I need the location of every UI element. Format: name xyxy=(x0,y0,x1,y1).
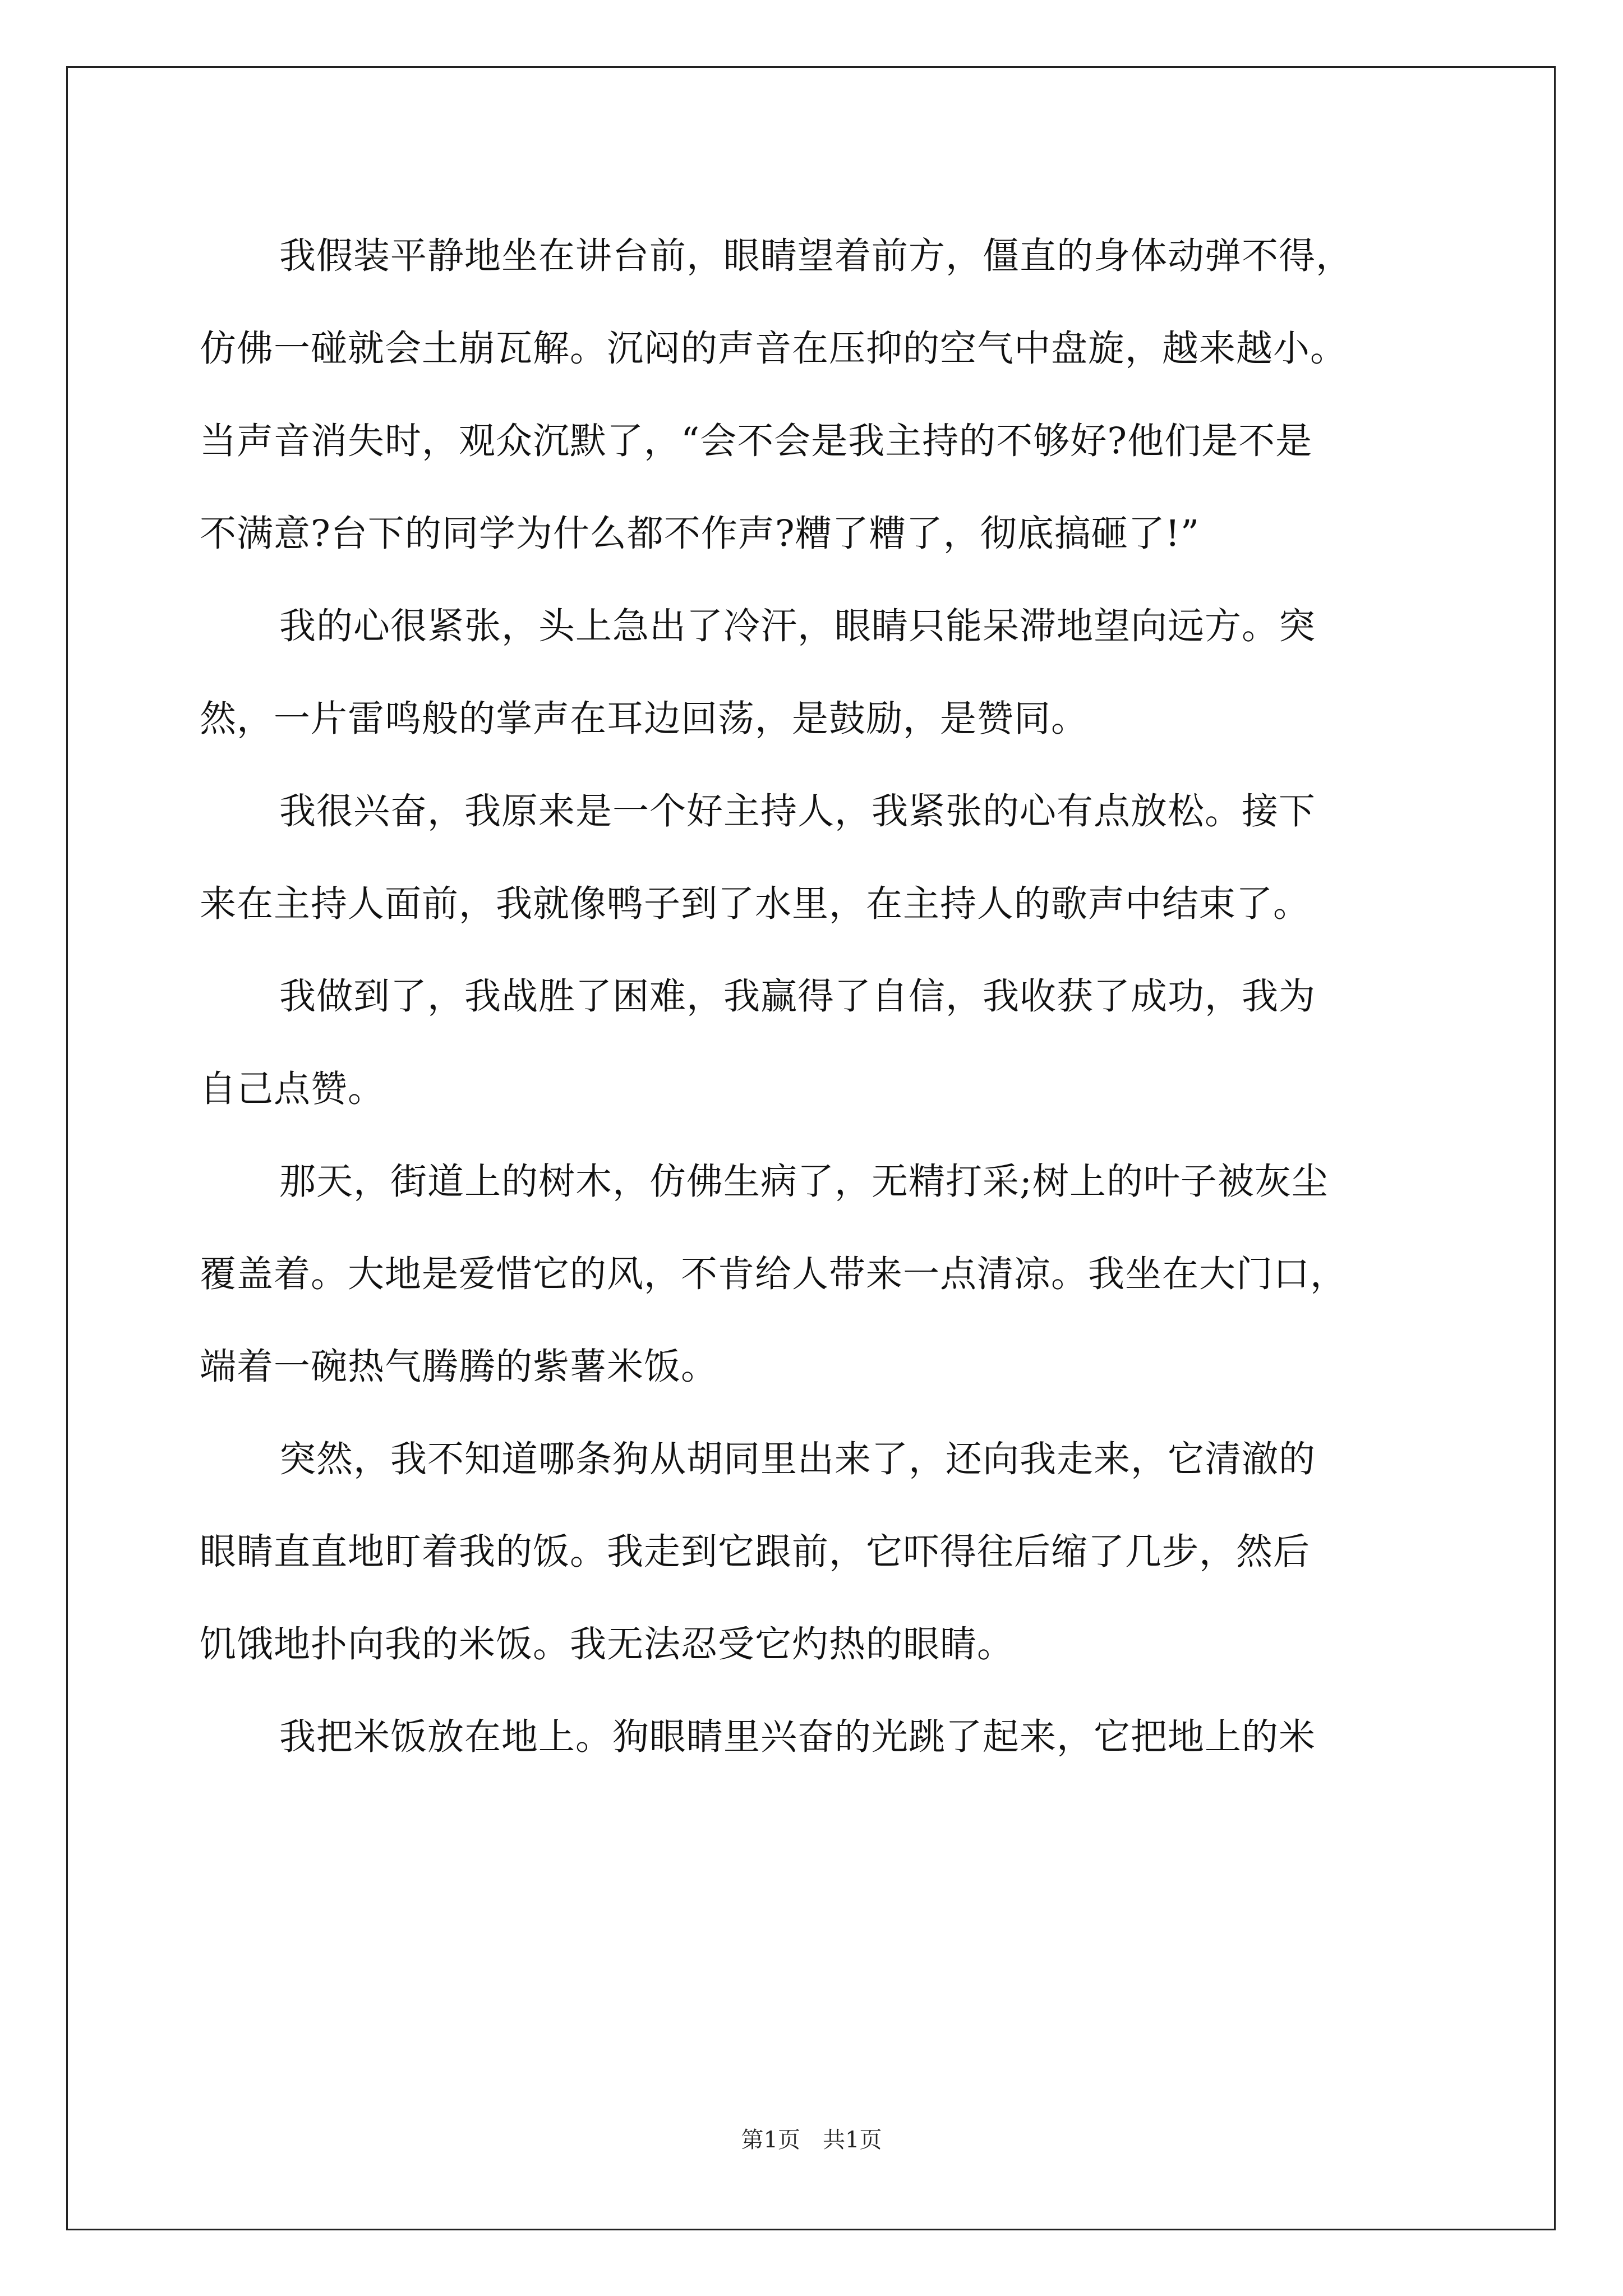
text-line: 当声音消失时，观众沉默了，“会不会是我主持的不够好?他们是不是 xyxy=(200,420,1313,462)
text-line: 自己点赞。 xyxy=(200,1068,385,1110)
text-line: 突然，我不知道哪条狗从胡同里出来了，还向我走来，它清澈的 xyxy=(279,1438,1316,1480)
text-line: 不满意?台下的同学为什么都不作声?糟了糟了，彻底搞砸了!” xyxy=(200,513,1200,555)
text-line: 那天，街道上的树木，仿佛生病了，无精打采;树上的叶子被灰尘 xyxy=(279,1161,1329,1203)
paragraph-2 xyxy=(200,580,1433,765)
paragraph-3 xyxy=(200,765,1433,950)
text-line: 我把米饭放在地上。狗眼睛里兴奋的光跳了起来，它把地上的米 xyxy=(279,1716,1316,1758)
text-line: 我假装平静地坐在讲台前，眼睛望着前方，僵直的身体动弹不得， xyxy=(279,235,1353,277)
paragraph-5 xyxy=(200,1135,1433,1413)
text-line: 我的心很紧张，头上急出了冷汗，眼睛只能呆滞地望向远方。突 xyxy=(279,605,1316,647)
text-line: 我做到了，我战胜了困难，我赢得了自信，我收获了成功，我为 xyxy=(279,976,1316,1018)
text-line: 端着一碗热气腾腾的紫薯米饭。 xyxy=(200,1346,718,1388)
text-line: 饥饿地扑向我的米饭。我无法忍受它灼热的眼睛。 xyxy=(200,1623,1015,1665)
document-body xyxy=(200,210,1433,1783)
text-line: 我很兴奋，我原来是一个好主持人，我紧张的心有点放松。接下 xyxy=(279,790,1316,832)
text-line: 然，一片雷鸣般的掌声在耳边回荡，是鼓励，是赞同。 xyxy=(200,698,1089,740)
text-line: 仿佛一碰就会土崩瓦解。沉闷的声音在压抑的空气中盘旋，越来越小。 xyxy=(200,328,1348,370)
page-footer: 第1页 共1页 xyxy=(741,2127,882,2153)
paragraph-4 xyxy=(200,950,1433,1135)
text-line: 来在主持人面前，我就像鸭子到了水里，在主持人的歌声中结束了。 xyxy=(200,883,1311,925)
text-line: 覆盖着。大地是爱惜它的风，不肯给人带来一点清凉。我坐在大门口， xyxy=(200,1253,1348,1295)
paragraph-6 xyxy=(200,1413,1433,1691)
paragraph-7 xyxy=(200,1691,1433,1783)
text-line: 眼睛直直地盯着我的饭。我走到它跟前，它吓得往后缩了几步，然后 xyxy=(200,1531,1311,1573)
paragraph-1 xyxy=(200,210,1433,580)
